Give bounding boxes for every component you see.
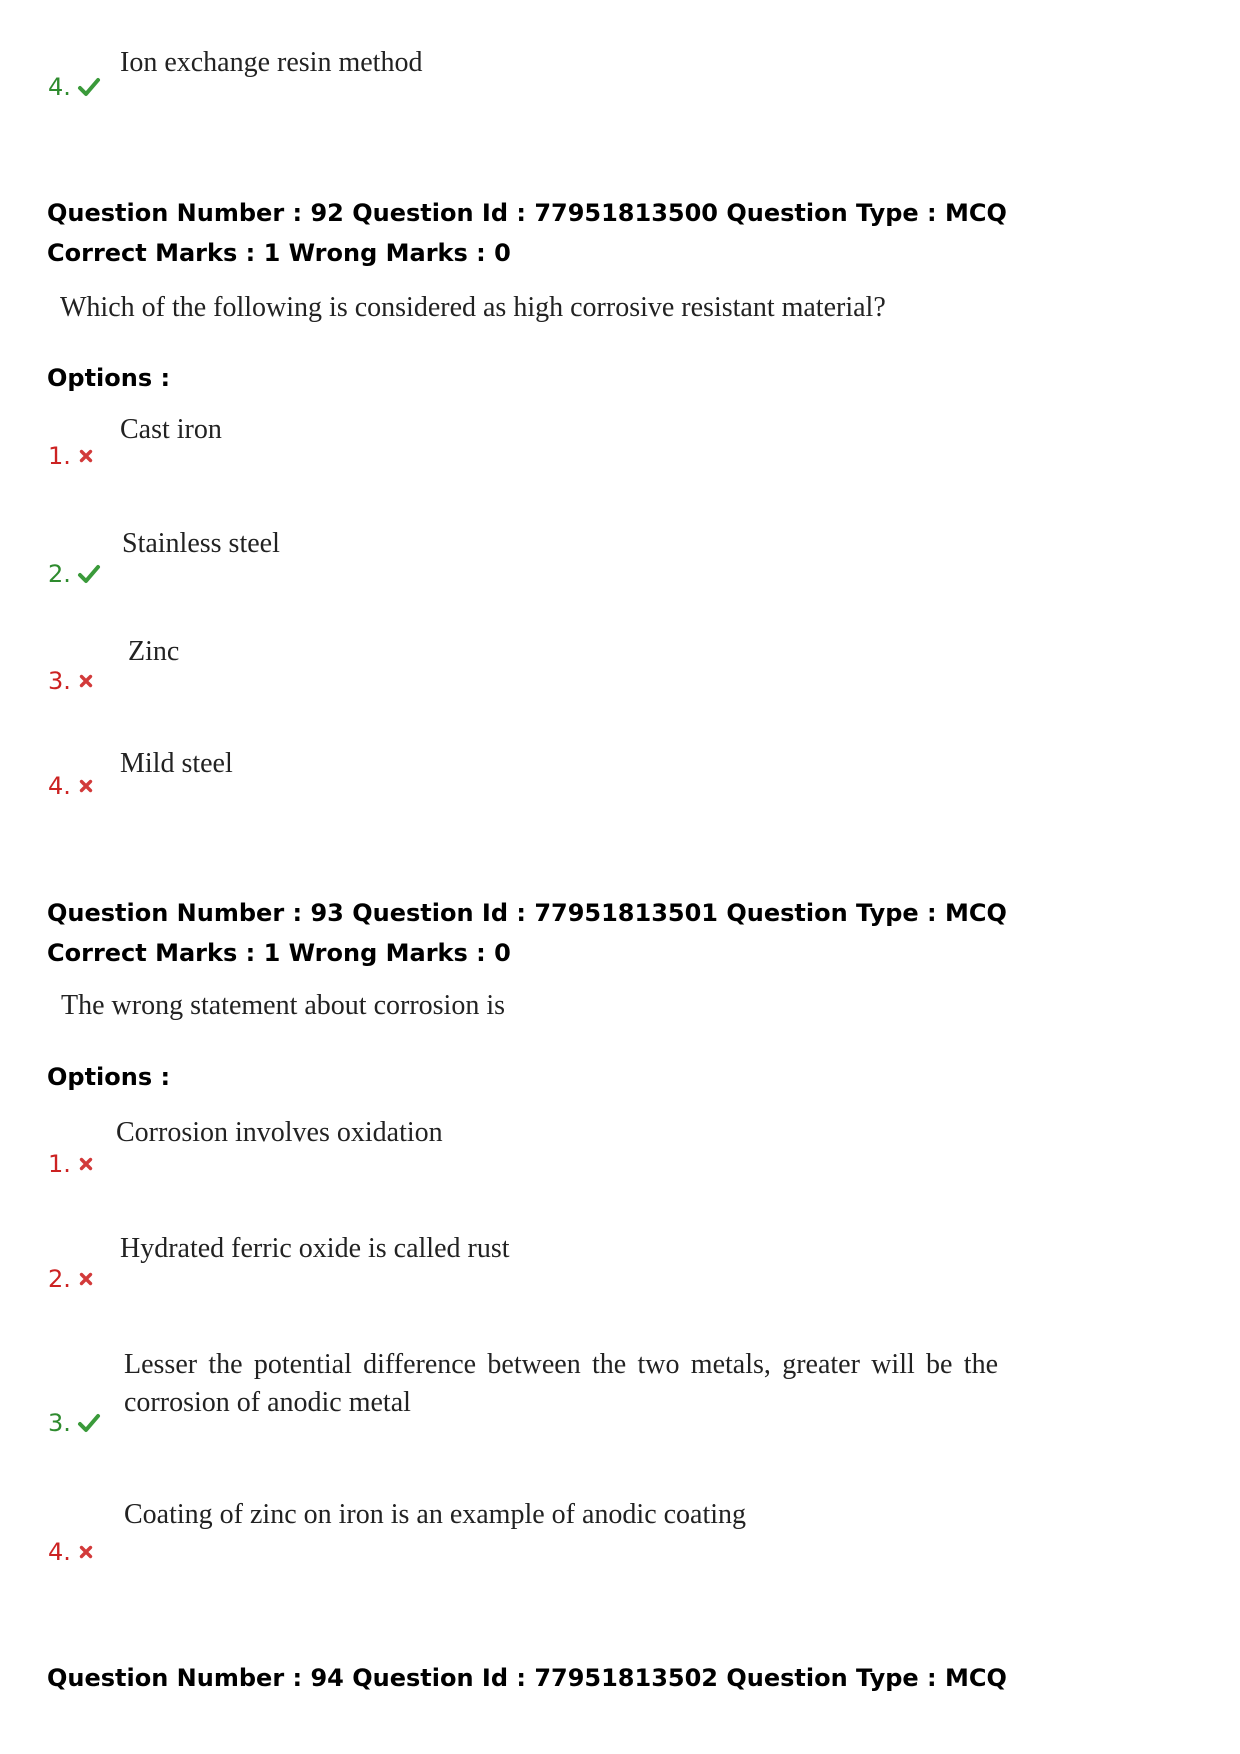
cross-icon — [77, 1270, 95, 1288]
option-number: 4. — [48, 1538, 71, 1566]
q93-options-label: Options : — [47, 1063, 171, 1091]
q92-option-3-label — [48, 666, 95, 696]
q92-option-1-label — [48, 441, 95, 471]
check-icon — [77, 562, 101, 586]
q92-header-line1: Question Number : 92 Question Id : 77951813500 Question Type : MCQ — [47, 199, 1007, 227]
cross-icon — [77, 447, 95, 465]
q93-option-2-text: Hydrated ferric oxide is called rust — [120, 1233, 510, 1264]
q93-option-3-text: Lesser the potential difference between the two metals, greater will be the corrosion of anodic metal — [124, 1349, 998, 1418]
q92-option-2-label — [48, 559, 101, 589]
q92-option-1-text: Cast iron — [120, 414, 222, 445]
q93-option-1-text: Corrosion involves oxidation — [116, 1117, 443, 1148]
cross-icon — [77, 777, 95, 795]
cross-icon — [77, 1543, 95, 1561]
q92-option-4-label — [48, 771, 95, 801]
cross-icon — [77, 672, 95, 690]
option-number: 4. — [48, 772, 71, 800]
q93-question-text: The wrong statement about corrosion is — [61, 990, 506, 1021]
check-icon — [77, 1411, 101, 1435]
q93-header-line1: Question Number : 93 Question Id : 77951813501 Question Type : MCQ — [47, 899, 1007, 927]
q92-option-4-text: Mild steel — [120, 748, 233, 779]
q92-options-label: Options : — [47, 364, 171, 392]
q93-option-4-text: Coating of zinc on iron is an example of anodic coating — [124, 1499, 747, 1530]
option-number: 4. — [48, 73, 71, 101]
check-icon — [77, 75, 101, 99]
q93-option-2-label — [48, 1264, 95, 1294]
q94-header-line1: Question Number : 94 Question Id : 77951813502 Question Type : MCQ — [47, 1664, 1007, 1692]
option-number: 2. — [48, 560, 71, 588]
option-number: 3. — [48, 667, 71, 695]
prev-option-4-label — [48, 72, 101, 102]
q93-option-3-label — [48, 1408, 101, 1438]
option-number: 1. — [48, 442, 71, 470]
option-number: 2. — [48, 1265, 71, 1293]
option-number: 3. — [48, 1409, 71, 1437]
q93-header-line2: Correct Marks : 1 Wrong Marks : 0 — [47, 939, 511, 967]
q92-header-line2: Correct Marks : 1 Wrong Marks : 0 — [47, 239, 511, 267]
q92-question-text: Which of the following is considered as high corrosive resistant material? — [60, 292, 886, 323]
q92-option-2-text: Stainless steel — [122, 528, 280, 559]
q92-option-3-text: Zinc — [128, 636, 180, 667]
prev-option-4-text: Ion exchange resin method — [120, 47, 423, 78]
q93-option-1-label — [48, 1149, 95, 1179]
q93-option-4-label — [48, 1537, 95, 1567]
option-number: 1. — [48, 1150, 71, 1178]
cross-icon — [77, 1155, 95, 1173]
